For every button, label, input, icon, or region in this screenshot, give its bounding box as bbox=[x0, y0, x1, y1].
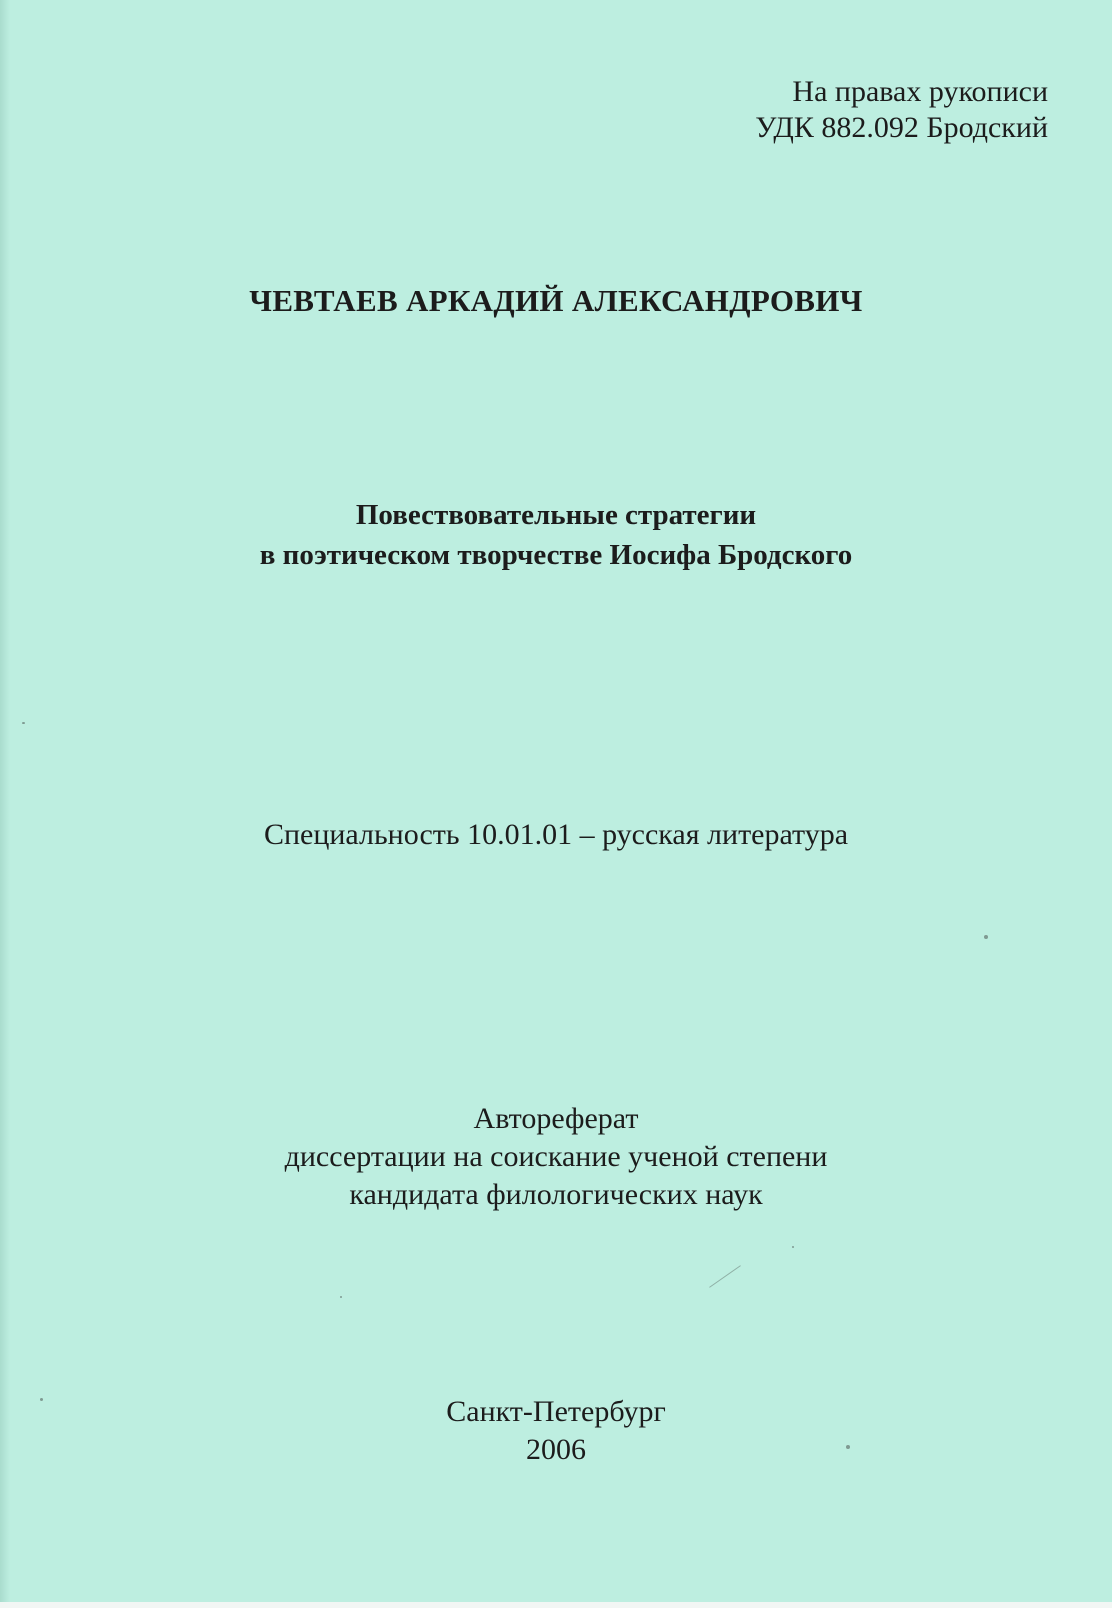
page-left-edge bbox=[0, 0, 10, 1608]
abstract-line-2: диссертации на соискание ученой степени bbox=[284, 1140, 828, 1173]
paper-speck bbox=[340, 1296, 342, 1298]
publication-year: 2006 bbox=[526, 1433, 586, 1466]
paper-speck bbox=[22, 722, 25, 724]
abstract-line-1: Автореферат bbox=[473, 1102, 639, 1135]
title-line-1: Повествовательные стратегии bbox=[355, 499, 757, 531]
paper-speck bbox=[846, 1445, 850, 1449]
abstract-line-3: кандидата филологических наук bbox=[349, 1178, 763, 1211]
specialty-line: Специальность 10.01.01 – русская литература bbox=[263, 818, 849, 851]
author-name: ЧЕВТАЕВ АРКАДИЙ АЛЕКСАНДРОВИЧ bbox=[249, 283, 863, 318]
page-bottom-edge bbox=[0, 1602, 1112, 1608]
title-line-2: в поэтическом творчестве Иосифа Бродского bbox=[259, 539, 853, 571]
dissertation-title bbox=[0, 495, 1112, 575]
paper-speck bbox=[40, 1398, 43, 1401]
city-name: Санкт-Петербург bbox=[446, 1395, 666, 1428]
udc-code: УДК 882.092 Бродский bbox=[755, 111, 1048, 144]
paper-speck bbox=[984, 935, 988, 939]
footer-block bbox=[0, 1393, 1112, 1469]
rights-notice: На правах рукописи bbox=[792, 75, 1048, 108]
paper-speck bbox=[792, 1246, 794, 1248]
header-block bbox=[755, 74, 1048, 146]
abstract-block bbox=[0, 1100, 1112, 1214]
paper-scratch bbox=[709, 1265, 741, 1288]
